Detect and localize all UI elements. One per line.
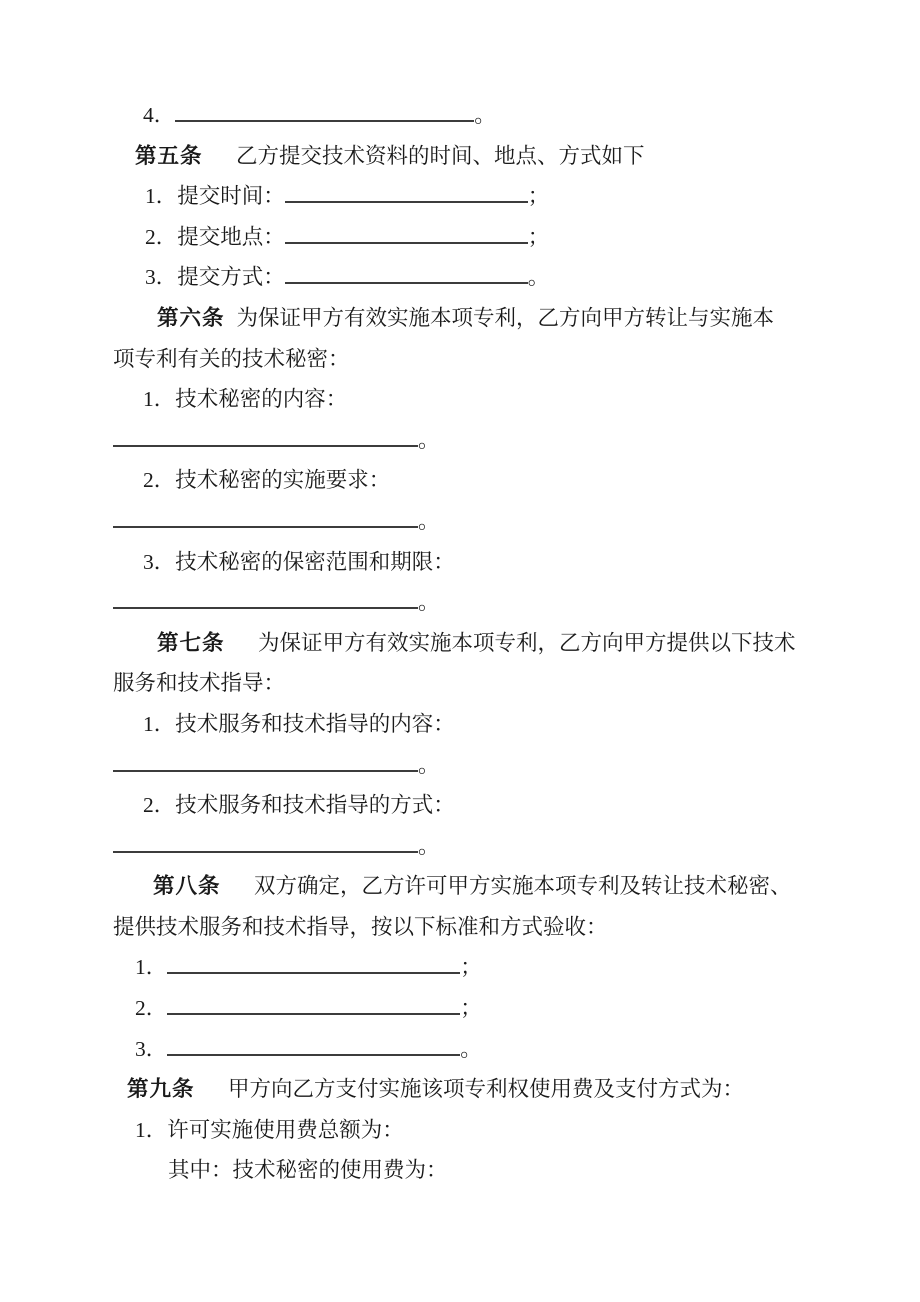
article-heading: 第八条 bbox=[153, 874, 221, 899]
document-line bbox=[113, 1069, 825, 1110]
line-text: 1．技术服务和技术指导的内容： bbox=[143, 711, 455, 736]
document-line bbox=[113, 420, 825, 461]
line-text: 1． bbox=[135, 955, 168, 980]
fill-in-blank-line bbox=[167, 970, 460, 974]
line-text: ； bbox=[460, 955, 482, 980]
line-text: 2．提交地点： bbox=[145, 224, 285, 249]
line-text: 项专利有关的技术秘密： bbox=[113, 346, 350, 371]
article-heading: 第七条 bbox=[157, 630, 225, 655]
article-heading: 第六条 bbox=[157, 305, 225, 330]
document-line bbox=[113, 136, 825, 177]
fill-in-blank-line bbox=[167, 1052, 460, 1056]
document-line bbox=[113, 257, 825, 298]
line-text: 。 bbox=[418, 833, 440, 858]
fill-in-blank-line bbox=[285, 199, 528, 203]
line-text: 4． bbox=[143, 103, 176, 127]
document-line bbox=[113, 501, 825, 542]
line-text: 。 bbox=[527, 265, 550, 290]
document-line bbox=[113, 1029, 825, 1070]
line-text: 。 bbox=[474, 103, 496, 127]
document-line bbox=[113, 704, 825, 745]
fill-in-blank-line bbox=[113, 605, 418, 609]
fill-in-blank-line bbox=[113, 443, 418, 447]
document-line bbox=[113, 379, 825, 420]
line-text: ； bbox=[527, 224, 550, 249]
document-line bbox=[113, 1150, 825, 1191]
fill-in-blank-line bbox=[113, 768, 418, 772]
document-line bbox=[113, 95, 825, 136]
line-text: 2． bbox=[135, 996, 168, 1021]
document-line bbox=[113, 1110, 825, 1151]
document-line bbox=[113, 176, 825, 217]
document-line bbox=[113, 217, 825, 258]
document-line bbox=[113, 339, 825, 380]
line-text: 双方确定，乙方许可甲方实施本项专利及转让技术秘密、 bbox=[232, 874, 792, 899]
line-text: 。 bbox=[418, 427, 440, 452]
line-text: 乙方提交技术资料的时间、地点、方式如下 bbox=[214, 143, 645, 168]
document-line bbox=[113, 298, 825, 339]
document-line bbox=[113, 988, 825, 1029]
fill-in-blank-line bbox=[113, 524, 418, 528]
line-text: 2．技术秘密的实施要求： bbox=[143, 468, 391, 493]
document-line bbox=[113, 907, 825, 948]
contract-text-body bbox=[113, 95, 825, 1191]
line-text: 1．提交时间： bbox=[145, 184, 285, 209]
line-text: 3．提交方式： bbox=[145, 265, 285, 290]
fill-in-blank-line bbox=[285, 240, 528, 244]
line-text: 为保证甲方有效实施本项专利，乙方向甲方提供以下技术 bbox=[236, 630, 796, 655]
line-text: 1．许可实施使用费总额为： bbox=[135, 1117, 404, 1142]
line-text: 其中：技术秘密的使用费为： bbox=[168, 1158, 448, 1183]
document-line bbox=[113, 542, 825, 583]
line-text: 甲方向乙方支付实施该项专利权使用费及支付方式为： bbox=[206, 1077, 745, 1102]
line-text: 提供技术服务和技术指导，按以下标准和方式验收： bbox=[113, 914, 608, 939]
fill-in-blank-line bbox=[167, 1011, 460, 1015]
document-line bbox=[113, 663, 825, 704]
line-text: 。 bbox=[418, 752, 440, 777]
line-text: 。 bbox=[418, 590, 440, 615]
document-line bbox=[113, 866, 825, 907]
line-text: 服务和技术指导： bbox=[113, 671, 286, 696]
line-text: 3． bbox=[135, 1036, 168, 1061]
fill-in-blank-line bbox=[285, 280, 528, 284]
line-text: 。 bbox=[460, 1036, 482, 1061]
line-text: 3．技术秘密的保密范围和期限： bbox=[143, 549, 455, 574]
line-text: ； bbox=[460, 996, 482, 1021]
document-line bbox=[113, 947, 825, 988]
line-text: ； bbox=[527, 184, 550, 209]
document-line bbox=[113, 623, 825, 664]
article-heading: 第五条 bbox=[135, 143, 203, 168]
article-heading: 第九条 bbox=[127, 1077, 195, 1102]
fill-in-blank-line bbox=[113, 849, 418, 853]
line-text: 1．技术秘密的内容： bbox=[143, 387, 348, 412]
document-line bbox=[113, 785, 825, 826]
document-line bbox=[113, 745, 825, 786]
document-line bbox=[113, 582, 825, 623]
document-line bbox=[113, 826, 825, 867]
line-text: 为保证甲方有效实施本项专利，乙方向甲方转让与实施本 bbox=[236, 305, 775, 330]
line-text: 。 bbox=[418, 508, 440, 533]
line-text: 2．技术服务和技术指导的方式： bbox=[143, 793, 455, 818]
fill-in-blank-line bbox=[175, 118, 474, 122]
document-line bbox=[113, 460, 825, 501]
